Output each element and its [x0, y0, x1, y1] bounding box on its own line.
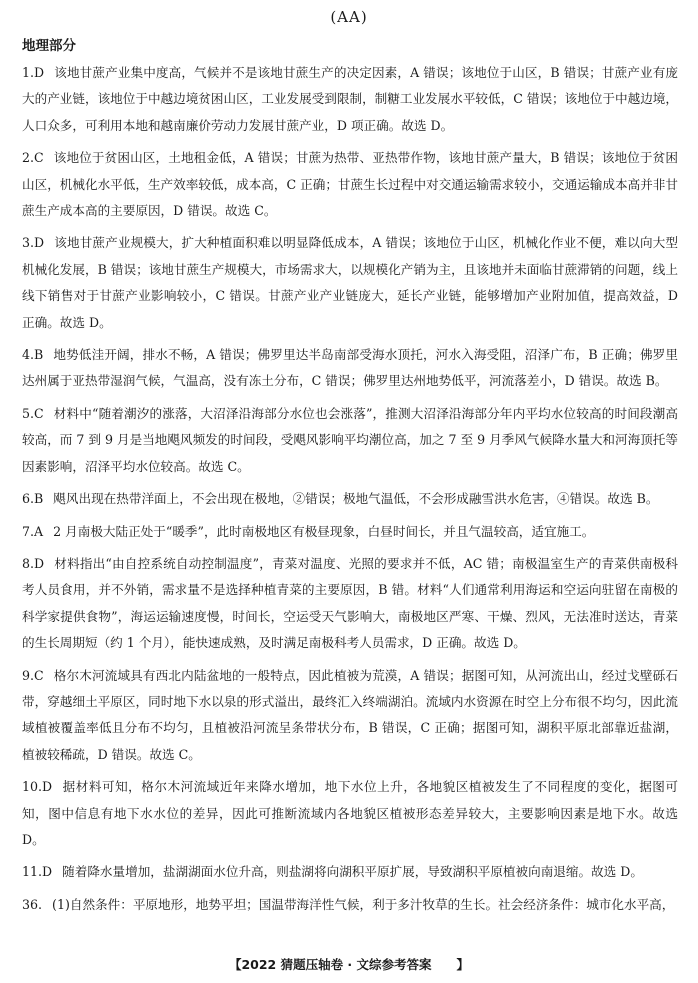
answer-number: 5.C — [22, 405, 44, 421]
answer-text: 地势低洼开阔，排水不畅，A 错误；佛罗里达半岛南部受海水顶托，河水入海受阻，沼泽广布，B 正确；佛罗里达州属于亚热带湿润气候，气温高，没有冻土分布，C 错误；佛罗里达州地势低平，河流落差小，D 错误。故选 B。 — [22, 347, 678, 389]
answer-number: 1.D — [22, 65, 45, 80]
answer-item — [22, 551, 678, 657]
answer-item — [22, 342, 678, 395]
answer-number: 8.D — [22, 555, 45, 571]
answer-number: 9.C — [22, 667, 44, 683]
answer-number: 2.C — [22, 150, 44, 166]
answer-text: 飓风出现在热带洋面上，不会出现在极地，②错误；极地气温低，不会形成融雪洪水危害，④错误。故选 B。 — [53, 491, 659, 507]
answer-number: 36. — [22, 896, 43, 912]
answer-number: 3.D — [22, 235, 45, 251]
answer-list — [22, 60, 678, 924]
answer-number: 7.A — [22, 523, 44, 539]
answer-item — [22, 892, 678, 918]
answer-item — [22, 519, 678, 545]
answer-item — [22, 859, 678, 885]
answer-number: 4.B — [22, 347, 44, 363]
answer-number: 11.D — [22, 864, 53, 880]
answer-number: 6.B — [22, 491, 44, 507]
page-footer: 【2022 猜题压轴卷 · 文综参考答案 】 — [228, 957, 470, 972]
answer-item — [22, 230, 678, 336]
answer-text: 格尔木河流域具有西北内陆盆地的一般特点，因此植被为荒漠，A 错误；据图可知，从河流出山，经过戈壁砾石带，穿越细土平原区，同时地下水以泉的形式溢出，最终汇入终端湖泊。流域内水资源在时空上分布很不均匀，因此流域植被覆盖率低且分布不均匀，且植被沿河流呈条带状分布，B 错误，C 正确；据图可知，湖积平原北部靠近盐湖，植被较稀疏，D 错误。故选 C。 — [22, 667, 678, 762]
answer-text: 该地甘蔗产业集中度高，气候并不是该地甘蔗生产的决定因素，A 错误；该地位于山区，B 错误；甘蔗产业有庞大的产业链，该地位于中越边境贫困山区，工业发展受到限制，制糖工业发展水平较低，C 错误；该地位于中越边境，人口众多，可利用本地和越南廉价劳动力发展甘蔗产业，D 项正确。故选 D。 — [22, 65, 678, 133]
answer-item — [22, 401, 678, 480]
answer-text: 材料指出“由自控系统自动控制温度”，青菜对温度、光照的要求并不低，AC 错；南极温室生产的青菜供南极科考人员食用，并不外销，需求量不是选择种植青菜的主要原因，B 错。材料“人们通常利用海运和空运向驻留在南极的科学家提供食物”，海运运输速度慢，时间长，空运受天气影响大，南极地区严寒、干燥、烈风，无法准时送达，青菜的生长周期短（约 1 个月），能快速成熟，及时满足南极科考人员需求，D 正确。故选 D。 — [22, 555, 678, 651]
answer-item — [22, 486, 678, 512]
answer-item — [22, 663, 678, 769]
answer-number: 10.D — [22, 779, 53, 795]
section-title: 地理部分 — [22, 38, 76, 54]
paper-version-label: (AA) — [330, 8, 368, 26]
answer-text: (1)自然条件：平原地形，地势平坦；国温带海洋性气候，利于多汁牧草的生长。社会经济条件：城市化水平高， — [52, 896, 675, 912]
answer-text: 据材料可知，格尔木河流域近年来降水增加，地下水位上升，各地貌区植被发生了不同程度的变化，据图可知，图中信息有地下水水位的差异，因此可推断流域内各地貌区植被形态差异较大，主要影响因素是地下水。故选 D。 — [22, 779, 678, 847]
answer-text: 该地位于贫困山区，土地租金低，A 错误；甘蔗为热带、亚热带作物，该地甘蔗产量大，B 错误；该地位于贫困山区，机械化水平低，生产效率较低，成本高，C 正确；甘蔗生长过程中对交通运输需求较小，交通运输成本高并非甘蔗生产成本高的主要原因，D 错误。故选 C。 — [22, 150, 678, 219]
answer-item — [22, 774, 678, 853]
answer-item — [22, 60, 678, 139]
answer-text: 随着降水量增加，盐湖湖面水位升高，则盐湖将向湖积平原扩展，导致湖积平原植被向南退缩。故选 D。 — [62, 864, 643, 880]
answer-text: 该地甘蔗产业规模大，扩大种植面积难以明显降低成本，A 错误；该地位于山区，机械化作业不便，难以向大型机械化发展，B 错误；该地甘蔗生产规模大，市场需求大，以规模化产销为主，且该地并未面临甘蔗滞销的问题，线上线下销售对于甘蔗产业影响较小，C 错误。甘蔗产业产业链庞大，延长产业链，能够增加产业附加值，提高效益，D 正确。故选 D。 — [22, 235, 678, 330]
answer-text: 2 月南极大陆正处于“暖季”，此时南极地区有极昼现象，白昼时间长，并且气温较高，适宜施工。 — [53, 523, 595, 539]
answer-text: 材料中“随着潮汐的涨落，大沼泽沿海部分水位也会涨落”，推测大沼泽沿海部分年内平均水位较高的时间段潮高较高，而 7 到 9 月是当地飓风频发的时间段，受飓风影响平均潮位高，加之 7 至 9 月季风气候降水量大和河海顶托等因素影响，沼泽平均水位较高。故选 C。 — [22, 405, 678, 474]
answer-item — [22, 145, 678, 224]
